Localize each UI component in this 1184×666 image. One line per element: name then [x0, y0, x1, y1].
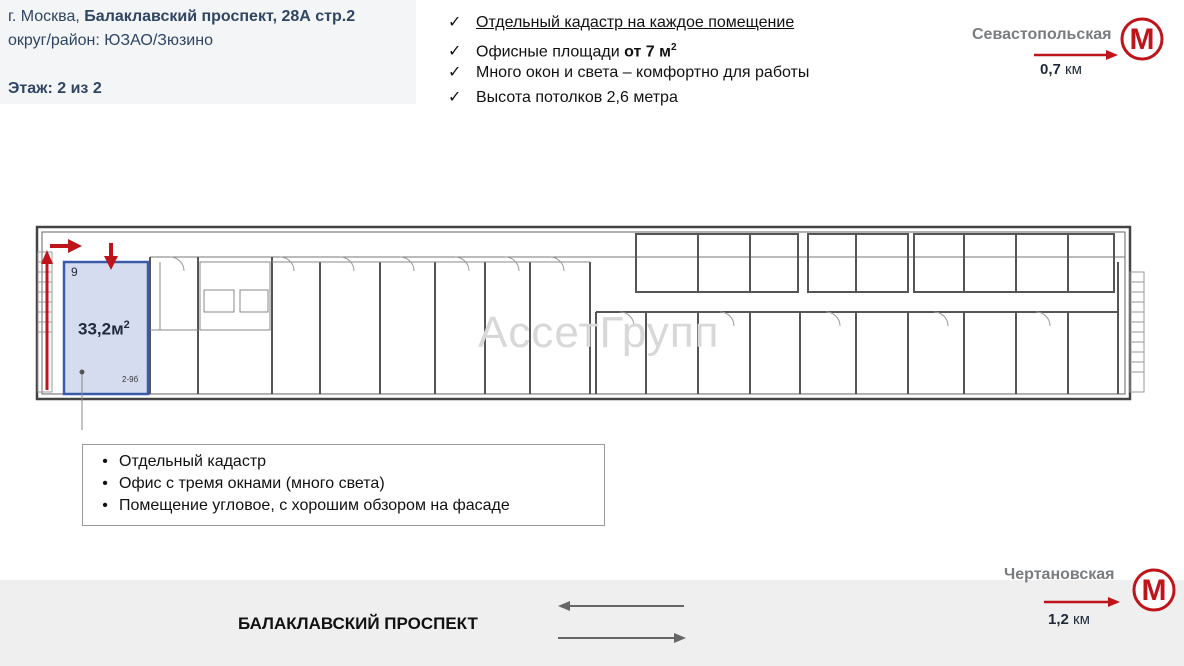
bullet-icon: •	[102, 497, 108, 514]
address-district: округ/район: ЮЗАО/Зюзино	[8, 32, 213, 49]
metro-distance-unit: км	[1073, 611, 1090, 628]
unit-area-value: 33,2м	[78, 319, 124, 339]
metro-logo-icon	[1132, 568, 1176, 612]
callout-text: Помещение угловое, с хорошим обзором на фасаде	[119, 497, 510, 514]
feature-text: Много окон и света – комфортно для работы	[476, 64, 810, 81]
feature-item	[448, 87, 809, 112]
check-icon: ✓	[448, 64, 462, 81]
metro-distance-value: 0,7	[1040, 61, 1061, 78]
metro-distance-value: 1,2	[1048, 611, 1069, 628]
callout-text: Отдельный кадастр	[119, 453, 267, 470]
callout-item	[91, 495, 604, 517]
unit-area	[78, 319, 130, 340]
unit-area-sup: 2	[123, 319, 130, 331]
feature-item	[448, 37, 809, 62]
arrow-icon	[1032, 49, 1122, 61]
watermark: АссетГрупп	[478, 308, 720, 357]
address-city: г. Москва,	[8, 8, 85, 25]
check-icon: ✓	[448, 14, 462, 31]
metro-logo-icon	[1120, 17, 1164, 61]
metro-station-name: Чертановская	[1004, 566, 1115, 583]
address-line	[8, 8, 355, 26]
unit-number: 9	[71, 265, 78, 279]
metro-logo-letter: М	[1141, 574, 1167, 607]
feature-item	[448, 12, 809, 37]
unit-callout	[82, 444, 605, 526]
feature-sup: 2	[670, 42, 677, 53]
traffic-arrows-icon	[556, 598, 688, 646]
bullet-icon: •	[102, 453, 108, 470]
bullet-icon: •	[102, 475, 108, 492]
floor-info: Этаж: 2 из 2	[8, 80, 102, 97]
callout-item	[91, 473, 604, 495]
metro-distance	[1048, 611, 1090, 628]
callout-item	[91, 451, 604, 473]
check-icon: ✓	[448, 43, 462, 61]
arrow-icon	[1042, 596, 1122, 608]
feature-text: Офисные площади	[476, 43, 625, 61]
callout-text: Офис с тремя окнами (много света)	[119, 475, 385, 492]
metro-logo-letter: М	[1129, 23, 1155, 56]
feature-text: Высота потолков 2,6 метра	[476, 89, 678, 106]
feature-list	[448, 12, 809, 112]
unit-code: 2-9б	[122, 375, 139, 384]
street-name: БАЛАКЛАВСКИЙ ПРОСПЕКТ	[238, 614, 478, 633]
feature-item	[448, 62, 809, 87]
address-street: Балаклавский проспект, 28А стр.2	[84, 8, 356, 25]
feature-text: Отдельный кадастр на каждое помещение	[476, 14, 795, 31]
metro-station-name: Севастопольская	[972, 26, 1112, 43]
feature-text-bold: от 7 м	[624, 43, 671, 61]
check-icon: ✓	[448, 89, 462, 106]
metro-distance-unit: км	[1065, 61, 1082, 78]
metro-distance	[1040, 61, 1082, 78]
address-panel	[0, 0, 416, 104]
